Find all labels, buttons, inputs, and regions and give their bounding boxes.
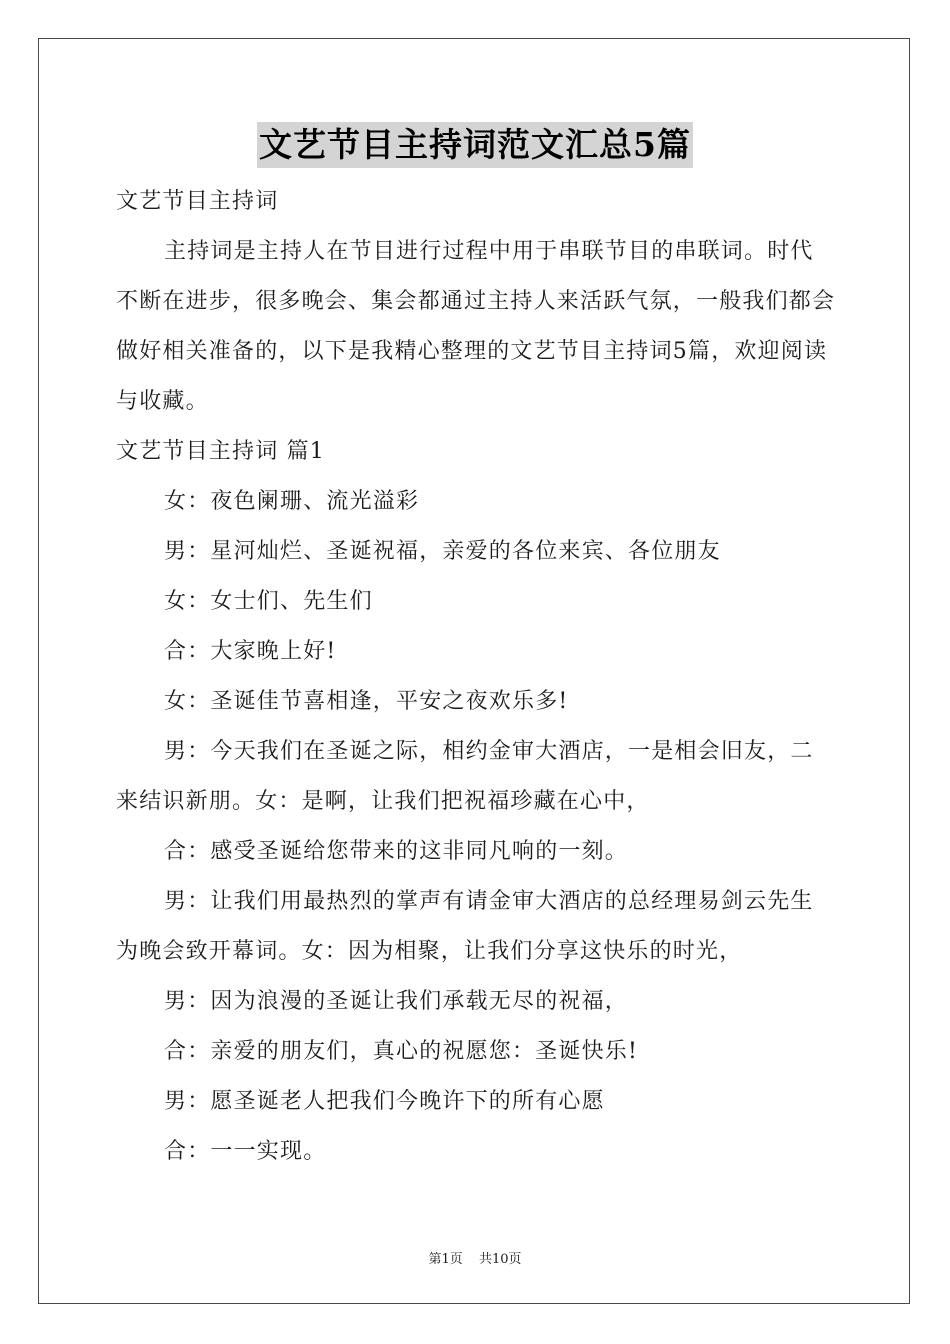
paragraph: 男：让我们用最热烈的掌声有请金审大酒店的总经理易剑云先生为晚会致开幕词。女：因为相聚，让我们分享这快乐的时光，	[116, 889, 814, 964]
paragraph: 合：感受圣诞给您带来的这非同凡响的一刻。	[164, 839, 629, 864]
document-body	[116, 177, 836, 1177]
document-title: 文艺节目主持词范文汇总5篇	[257, 122, 693, 168]
paragraph: 主持词是主持人在节目进行过程中用于串联节目的串联词。时代不断在进步，很多晚会、集会都通过主持人来活跃气氛，一般我们都会做好相关准备的，以下是我精心整理的文艺节目主持词5篇，欢迎阅读与收藏。	[116, 239, 836, 414]
paragraph: 合：大家晚上好!	[164, 639, 337, 664]
paragraph: 文艺节目主持词 篇1	[116, 439, 325, 464]
paragraph: 文艺节目主持词	[116, 189, 279, 214]
total-pages: 共10页	[478, 1252, 522, 1267]
paragraph: 女：女士们、先生们	[164, 589, 373, 614]
title-container	[0, 122, 950, 168]
paragraph: 女：圣诞佳节喜相逢，平安之夜欢乐多!	[164, 689, 569, 714]
paragraph: 合：一一实现。	[164, 1139, 327, 1164]
paragraph: 男：愿圣诞老人把我们今晚许下的所有心愿	[164, 1089, 605, 1114]
paragraph: 男：今天我们在圣诞之际，相约金审大酒店，一是相会旧友，二来结识新朋。女：是啊，让我们把祝福珍藏在心中，	[116, 739, 814, 814]
paragraph: 合：亲爱的朋友们，真心的祝愿您：圣诞快乐!	[164, 1039, 639, 1064]
page-footer	[0, 1248, 950, 1267]
page-number: 第1页	[428, 1252, 463, 1267]
paragraph: 女：夜色阑珊、流光溢彩	[164, 489, 420, 514]
paragraph: 男：星河灿烂、圣诞祝福，亲爱的各位来宾、各位朋友	[164, 539, 721, 564]
paragraph: 男：因为浪漫的圣诞让我们承载无尽的祝福，	[164, 989, 629, 1014]
